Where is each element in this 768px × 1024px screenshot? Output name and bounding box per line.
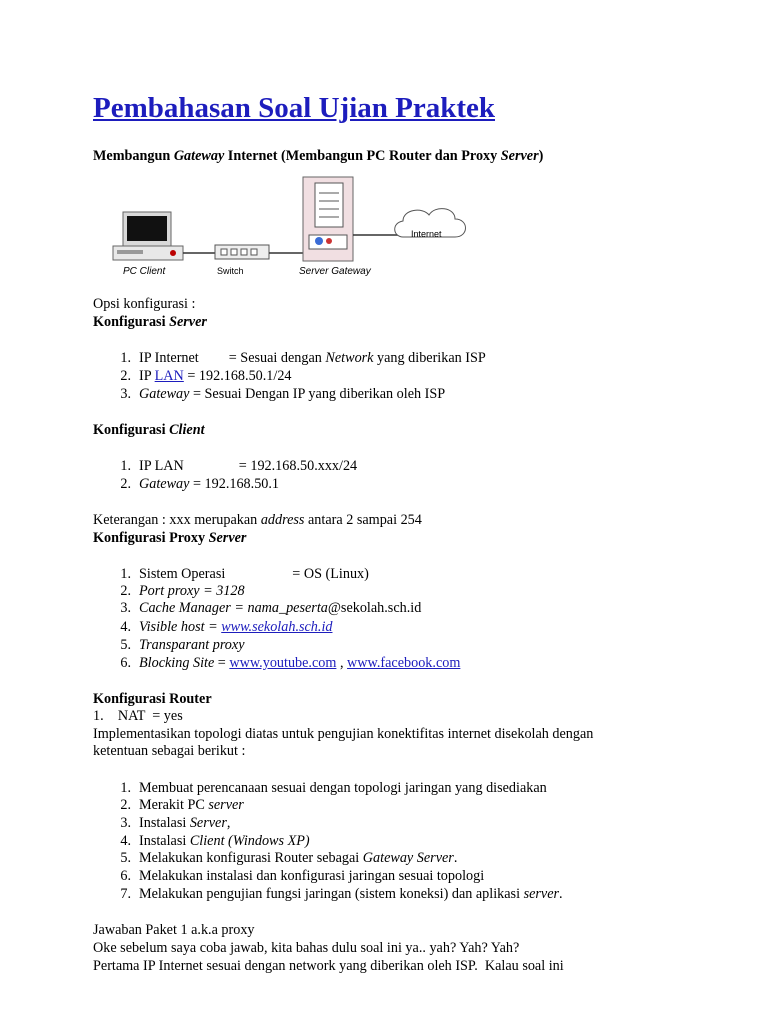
router-heading: Konfigurasi Router bbox=[93, 691, 212, 707]
network-topology-diagram bbox=[93, 175, 483, 285]
proxy-heading: Konfigurasi Proxy Server bbox=[93, 530, 247, 546]
pc-client-icon bbox=[113, 212, 183, 260]
list-item: 4. Visible host = www.sekolah.sch.id bbox=[120, 619, 333, 635]
list-item: 3. Gateway = Sesuai Dengan IP yang diberikan oleh ISP bbox=[120, 386, 446, 402]
switch-label: Switch bbox=[217, 266, 244, 276]
opsi-text: Opsi konfigurasi : bbox=[93, 296, 196, 312]
impl-line-2: ketentuan sebagai berikut : bbox=[93, 743, 246, 759]
visible-host-link[interactable]: www.sekolah.sch.id bbox=[221, 619, 333, 635]
switch-icon bbox=[215, 245, 269, 259]
list-item: 6. Blocking Site = www.youtube.com , www.facebook.com bbox=[120, 655, 461, 671]
facebook-link[interactable]: www.facebook.com bbox=[347, 655, 461, 671]
list-item: 2. IP LAN = 192.168.50.1/24 bbox=[120, 368, 292, 384]
cloud-label: Internet bbox=[411, 229, 442, 239]
list-item: 2. Gateway = 192.168.50.1 bbox=[120, 476, 280, 492]
list-item: 1. IP Internet = Sesuai dengan Network yang diberikan ISP bbox=[120, 350, 486, 366]
list-item: 2. Merakit PC server bbox=[120, 797, 244, 813]
list-item: 3. Instalasi Server, bbox=[120, 815, 231, 831]
list-item: 1. Sistem Operasi = OS (Linux) bbox=[120, 566, 369, 582]
list-item: 4. Instalasi Client (Windows XP) bbox=[120, 833, 310, 849]
list-item: 1. IP LAN = 192.168.50.xxx/24 bbox=[120, 458, 358, 474]
server-heading: Konfigurasi Server bbox=[93, 314, 207, 330]
keterangan-text: Keterangan : xxx merupakan address antara 2 sampai 254 bbox=[93, 512, 422, 528]
list-item: 7. Melakukan pengujian fungsi jaringan (sistem koneksi) dan aplikasi server. bbox=[120, 886, 563, 902]
server-gateway-label: Server Gateway bbox=[299, 266, 371, 277]
list-item: 1. Membuat perencanaan sesuai dengan topologi jaringan yang disediakan bbox=[120, 780, 547, 796]
list-item: 5. Transparant proxy bbox=[120, 637, 245, 653]
list-item: 3. Cache Manager = nama_peserta@sekolah.sch.id bbox=[120, 600, 422, 616]
jawaban-text: Jawaban Paket 1 a.k.a proxy bbox=[93, 922, 255, 938]
list-item: 2. Port proxy = 3128 bbox=[120, 583, 245, 599]
pertama-text: Pertama IP Internet sesuai dengan network yang diberikan oleh ISP. Kalau soal ini bbox=[93, 958, 564, 974]
list-item: 5. Melakukan konfigurasi Router sebagai Gateway Server. bbox=[120, 850, 458, 866]
client-heading: Konfigurasi Client bbox=[93, 422, 205, 438]
server-gateway-icon bbox=[303, 177, 353, 261]
youtube-link[interactable]: www.youtube.com bbox=[229, 655, 337, 671]
impl-line-1: Implementasikan topologi diatas untuk pengujian konektifitas internet disekolah dengan bbox=[93, 726, 594, 742]
router-item: 1. NAT = yes bbox=[93, 708, 183, 724]
page-title: Pembahasan Soal Ujian Praktek bbox=[93, 92, 496, 124]
pc-client-label: PC Client bbox=[123, 266, 166, 277]
subtitle: Membangun Gateway Internet (Membangun PC Router dan Proxy Server) bbox=[93, 148, 544, 164]
list-item: 6. Melakukan instalasi dan konfigurasi jaringan sesuai topologi bbox=[120, 868, 485, 884]
oke-text: Oke sebelum saya coba jawab, kita bahas dulu soal ini ya.. yah? Yah? Yah? bbox=[93, 940, 520, 956]
lan-link[interactable]: LAN bbox=[154, 368, 184, 384]
